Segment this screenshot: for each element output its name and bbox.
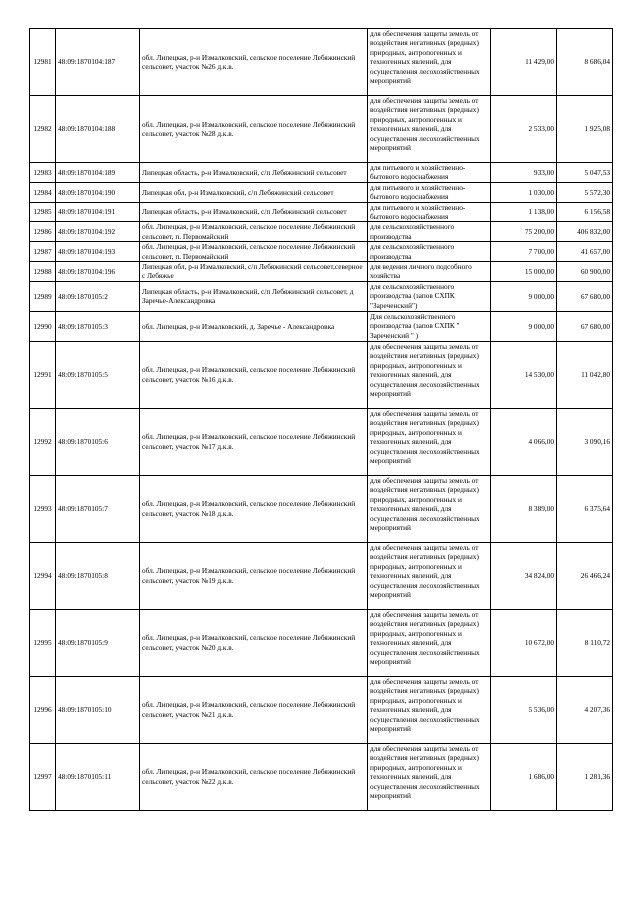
area-value-cell: 4 066,00 (491, 408, 557, 475)
area-value-cell: 34 824,00 (491, 542, 557, 609)
address-cell: обл. Липецкая, р-н Измалковский, сельское поселение Лебяжинский сельсовет, участок №19 д.к.в. (140, 542, 368, 609)
table-row (30, 341, 613, 408)
table-row (30, 182, 613, 202)
row-number-cell: 12992 (30, 408, 56, 475)
document-page (29, 28, 612, 811)
row-number-cell: 12989 (30, 281, 56, 311)
address-cell: Липецкая обл, р-н Измалковский, с/п Лебяжинский сельсовет,северное с Лебяжье (140, 262, 368, 282)
permitted-use-cell: Для сельскохозяйственного производства (запов СХПК " Зареченский " ) (368, 311, 491, 341)
address-cell: обл. Липецкая, р-н Измалковский, сельское поселение Лебяжинский сельсовет, участок №18 д.к.в. (140, 475, 368, 542)
permitted-use-cell: для сельскохозяйственного производства (368, 242, 491, 262)
cadastral-number-cell: 48:09:1870104:187 (56, 29, 140, 96)
table-row (30, 202, 613, 222)
row-number-cell: 12985 (30, 202, 56, 222)
permitted-use-cell: для питьевого и хозяйственно-бытового водоснабжения (368, 163, 491, 183)
address-cell: обл. Липецкая, р-н Измалковский, сельское поселение Лебяжинский сельсовет, участок №20 д.к.в. (140, 609, 368, 676)
table-row (30, 262, 613, 282)
cadastral-value-cell: 5 572,30 (557, 182, 613, 202)
cadastral-number-cell: 48:09:1870104:192 (56, 222, 140, 242)
address-cell: обл. Липецкая, р-н Измалковский, сельское поселение Лебяжинский сельсовет, участок №28 д.к.в. (140, 96, 368, 163)
area-value-cell: 9 000,00 (491, 311, 557, 341)
cadastral-value-cell: 41 657,00 (557, 242, 613, 262)
cadastral-number-cell: 48:09:1870105:3 (56, 311, 140, 341)
cadastral-number-cell: 48:09:1870104:193 (56, 242, 140, 262)
address-cell: Липецкая область, р-н Измалковский, с/п Лебяжинский сельсовет (140, 163, 368, 183)
table-row (30, 222, 613, 242)
address-cell: Липецкая обл, р-н Измалковский, с/п Лебяжинский сельсовет (140, 182, 368, 202)
cadastral-number-cell: 48:09:1870105:11 (56, 743, 140, 810)
cadastral-value-cell: 11 042,80 (557, 341, 613, 408)
area-value-cell: 14 530,00 (491, 341, 557, 408)
cadastral-value-cell: 67 680,00 (557, 311, 613, 341)
row-number-cell: 12987 (30, 242, 56, 262)
permitted-use-cell: для обеспечения защиты земель от воздействия негативных (вредных) природных, антропогенных и техногенных явлений, для осуществления лесохозяйственных мероприятий (368, 341, 491, 408)
row-number-cell: 12983 (30, 163, 56, 183)
row-number-cell: 12986 (30, 222, 56, 242)
area-value-cell: 8 389,00 (491, 475, 557, 542)
area-value-cell: 2 533,00 (491, 96, 557, 163)
table-row (30, 163, 613, 183)
cadastral-value-cell: 4 207,36 (557, 676, 613, 743)
permitted-use-cell: для питьевого и хозяйственно-бытового водоснабжения (368, 202, 491, 222)
address-cell: Липецкая область, р-н Измалковский, с/п Лебяжинский сельсовет, д Заречье-Александровка (140, 281, 368, 311)
row-number-cell: 12984 (30, 182, 56, 202)
cadastral-number-cell: 48:09:1870105:9 (56, 609, 140, 676)
cadastral-value-cell: 6 375,64 (557, 475, 613, 542)
permitted-use-cell: для сельскохозяйственного производства (запов СХПК "Зареченский") (368, 281, 491, 311)
cadastral-value-cell: 406 832,00 (557, 222, 613, 242)
address-cell: обл. Липецкая, р-н Измалковский, сельское поселение Лебяжинский сельсовет, участок №21 д.к.в. (140, 676, 368, 743)
land-plots-table (29, 28, 613, 811)
cadastral-value-cell: 67 680,00 (557, 281, 613, 311)
cadastral-value-cell: 5 047,53 (557, 163, 613, 183)
cadastral-value-cell: 1 281,36 (557, 743, 613, 810)
cadastral-number-cell: 48:09:1870104:188 (56, 96, 140, 163)
row-number-cell: 12995 (30, 609, 56, 676)
address-cell: обл. Липецкая, р-н Измалковский, сельское поселение Лебяжинский сельсовет, участок №16 д.к.в. (140, 341, 368, 408)
table-row (30, 281, 613, 311)
address-cell: обл. Липецкая, р-н Измалковский, сельское поселение Лебяжинский сельсовет, п. Первомайский (140, 222, 368, 242)
table-row (30, 311, 613, 341)
permitted-use-cell: для ведения личного подсобного хозяйства (368, 262, 491, 282)
permitted-use-cell: для обеспечения защиты земель от воздействия негативных (вредных) природных, антропогенных и техногенных явлений, для осуществления лесохозяйственных мероприятий (368, 96, 491, 163)
cadastral-number-cell: 48:09:1870105:2 (56, 281, 140, 311)
table-row (30, 475, 613, 542)
table-body (30, 29, 613, 811)
row-number-cell: 12997 (30, 743, 56, 810)
cadastral-value-cell: 8 686,04 (557, 29, 613, 96)
area-value-cell: 1 030,00 (491, 182, 557, 202)
area-value-cell: 1 686,00 (491, 743, 557, 810)
permitted-use-cell: для обеспечения защиты земель от воздействия негативных (вредных) природных, антропогенных и техногенных явлений, для осуществления лесохозяйственных мероприятий (368, 408, 491, 475)
row-number-cell: 12982 (30, 96, 56, 163)
table-row (30, 676, 613, 743)
area-value-cell: 15 000,00 (491, 262, 557, 282)
table-row (30, 743, 613, 810)
permitted-use-cell: для обеспечения защиты земель от воздействия негативных (вредных) природных, антропогенных и техногенных явлений, для осуществления лесохозяйственных мероприятий (368, 609, 491, 676)
cadastral-number-cell: 48:09:1870105:8 (56, 542, 140, 609)
permitted-use-cell: для сельскохозяйственного производства (368, 222, 491, 242)
table-row (30, 542, 613, 609)
permitted-use-cell: для обеспечения защиты земель от воздействия негативных (вредных) природных, антропогенных и техногенных явлений, для осуществления лесохозяйственных мероприятий (368, 542, 491, 609)
cadastral-number-cell: 48:09:1870104:191 (56, 202, 140, 222)
area-value-cell: 7 700,00 (491, 242, 557, 262)
row-number-cell: 12996 (30, 676, 56, 743)
cadastral-number-cell: 48:09:1870105:6 (56, 408, 140, 475)
address-cell: обл. Липецкая, р-н Измалковский, д. Заречье - Александровка (140, 311, 368, 341)
permitted-use-cell: для обеспечения защиты земель от воздействия негативных (вредных) природных, антропогенных и техногенных явлений, для осуществления лесохозяйственных мероприятий (368, 743, 491, 810)
cadastral-value-cell: 60 900,00 (557, 262, 613, 282)
area-value-cell: 11 429,00 (491, 29, 557, 96)
row-number-cell: 12988 (30, 262, 56, 282)
permitted-use-cell: для обеспечения защиты земель от воздействия негативных (вредных) природных, антропогенных и техногенных явлений, для осуществления лесохозяйственных мероприятий (368, 29, 491, 96)
address-cell: обл. Липецкая, р-н Измалковский, сельское поселение Лебяжинский сельсовет, участок №22 д.к.в. (140, 743, 368, 810)
table-row (30, 242, 613, 262)
area-value-cell: 1 138,00 (491, 202, 557, 222)
area-value-cell: 5 536,00 (491, 676, 557, 743)
permitted-use-cell: для обеспечения защиты земель от воздействия негативных (вредных) природных, антропогенных и техногенных явлений, для осуществления лесохозяйственных мероприятий (368, 475, 491, 542)
cadastral-value-cell: 8 110,72 (557, 609, 613, 676)
table-row (30, 29, 613, 96)
cadastral-value-cell: 1 925,08 (557, 96, 613, 163)
row-number-cell: 12991 (30, 341, 56, 408)
row-number-cell: 12990 (30, 311, 56, 341)
cadastral-number-cell: 48:09:1870104:189 (56, 163, 140, 183)
permitted-use-cell: для обеспечения защиты земель от воздействия негативных (вредных) природных, антропогенных и техногенных явлений, для осуществления лесохозяйственных мероприятий (368, 676, 491, 743)
address-cell: обл. Липецкая, р-н Измалковский, сельское поселение Лебяжинский сельсовет, участок №17 д.к.в. (140, 408, 368, 475)
area-value-cell: 10 672,00 (491, 609, 557, 676)
row-number-cell: 12994 (30, 542, 56, 609)
cadastral-number-cell: 48:09:1870105:5 (56, 341, 140, 408)
cadastral-value-cell: 26 466,24 (557, 542, 613, 609)
address-cell: обл. Липецкая, р-н Измалковский, сельское поселение Лебяжинский сельсовет, п. Первомайский (140, 242, 368, 262)
cadastral-value-cell: 3 090,16 (557, 408, 613, 475)
permitted-use-cell: для питьевого и хозяйственно-бытового водоснабжения (368, 182, 491, 202)
cadastral-number-cell: 48:09:1870105:10 (56, 676, 140, 743)
cadastral-number-cell: 48:09:1870105:7 (56, 475, 140, 542)
area-value-cell: 933,00 (491, 163, 557, 183)
area-value-cell: 9 000,00 (491, 281, 557, 311)
cadastral-number-cell: 48:09:1870104:190 (56, 182, 140, 202)
area-value-cell: 75 200,00 (491, 222, 557, 242)
table-row (30, 96, 613, 163)
row-number-cell: 12981 (30, 29, 56, 96)
cadastral-value-cell: 6 156,58 (557, 202, 613, 222)
table-row (30, 408, 613, 475)
address-cell: Липецкая область, р-н Измалковский, с/п Лебяжинский сельсовет (140, 202, 368, 222)
row-number-cell: 12993 (30, 475, 56, 542)
table-row (30, 609, 613, 676)
address-cell: обл. Липецкая, р-н Измалковский, сельское поселение Лебяжинский сельсовет, участок №26 д.к.в. (140, 29, 368, 96)
cadastral-number-cell: 48:09:1870104:196 (56, 262, 140, 282)
